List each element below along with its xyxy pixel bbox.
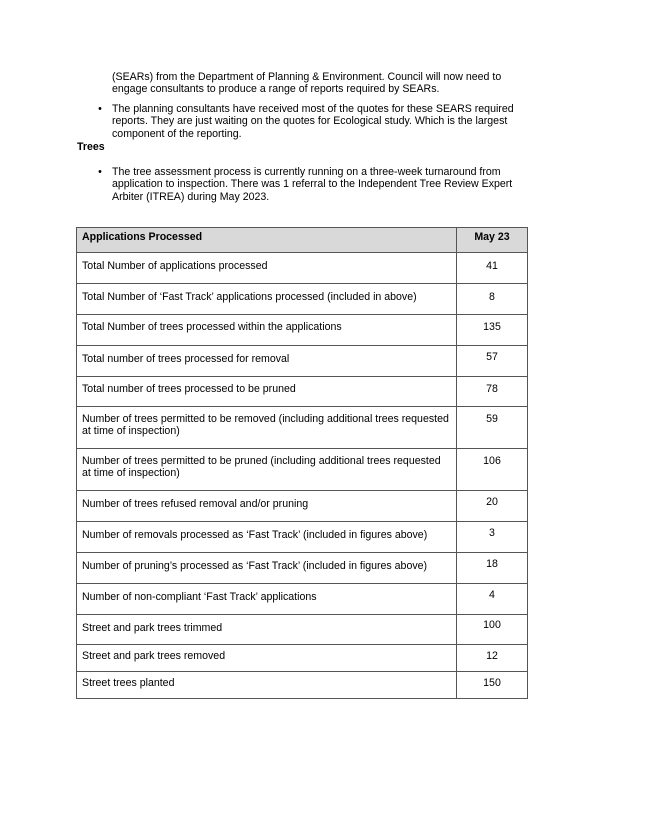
bullet-symbol: • <box>98 103 102 115</box>
row-label: Number of non-compliant ‘Fast Track’ applications <box>77 584 457 615</box>
row-label: Street and park trees removed <box>77 645 457 672</box>
table-row <box>77 315 528 346</box>
trees-heading: Trees <box>77 141 105 153</box>
row-label: Total number of trees processed for removal <box>77 346 457 377</box>
table-header-row <box>77 228 528 253</box>
table-row <box>77 672 528 699</box>
row-label: Street and park trees trimmed <box>77 615 457 645</box>
header-may-23: May 23 <box>457 228 528 253</box>
table-row <box>77 645 528 672</box>
row-value: 18 <box>457 553 528 584</box>
row-value: 12 <box>457 645 528 672</box>
table-row <box>77 584 528 615</box>
row-label: Number of removals processed as ‘Fast Track’ (included in figures above) <box>77 522 457 553</box>
row-label: Number of trees permitted to be removed (including additional trees requested at time of inspection) <box>77 407 457 449</box>
row-label: Total number of trees processed to be pruned <box>77 377 457 407</box>
applications-processed-table <box>76 227 528 699</box>
table-row <box>77 284 528 315</box>
table-row <box>77 407 528 449</box>
row-value: 41 <box>457 253 528 284</box>
header-applications-processed: Applications Processed <box>77 228 457 253</box>
row-value: 4 <box>457 584 528 615</box>
table-row <box>77 491 528 522</box>
row-label: Total Number of ‘Fast Track’ applications processed (included in above) <box>77 284 457 315</box>
table-row <box>77 522 528 553</box>
row-value: 8 <box>457 284 528 315</box>
tree-assessment-bullet <box>98 166 532 203</box>
bullet-text: The tree assessment process is currently running on a three-week turnaround from application to inspection. There was 1 referral to the Independent Tree Review Expert Arbiter (ITREA) during May 2023. <box>112 166 513 203</box>
row-label: Street trees planted <box>77 672 457 699</box>
row-value: 59 <box>457 407 528 449</box>
bullet-text: The planning consultants have received most of the quotes for these SEARS required reports. They are just waiting on the quotes for Ecological study. Which is the largest component of the reporting. <box>112 103 514 140</box>
row-label: Number of pruning’s processed as ‘Fast Track’ (included in figures above) <box>77 553 457 584</box>
table-row <box>77 615 528 645</box>
row-value: 3 <box>457 522 528 553</box>
row-label: Total Number of trees processed within the applications <box>77 315 457 346</box>
intro-continuation-paragraph: (SEARs) from the Department of Planning & Environment. Council will now need to engage consultants to produce a range of reports required by SEARs. <box>112 71 502 96</box>
row-value: 57 <box>457 346 528 377</box>
planning-consultants-bullet <box>98 103 532 140</box>
row-label: Number of trees refused removal and/or pruning <box>77 491 457 522</box>
row-value: 78 <box>457 377 528 407</box>
table-row <box>77 449 528 491</box>
row-label: Number of trees permitted to be pruned (including additional trees requested at time of inspection) <box>77 449 457 491</box>
row-value: 135 <box>457 315 528 346</box>
table-row <box>77 553 528 584</box>
table-row <box>77 377 528 407</box>
row-value: 20 <box>457 491 528 522</box>
row-value: 150 <box>457 672 528 699</box>
table-row <box>77 346 528 377</box>
row-label: Total Number of applications processed <box>77 253 457 284</box>
table-row <box>77 253 528 284</box>
row-value: 106 <box>457 449 528 491</box>
row-value: 100 <box>457 615 528 645</box>
bullet-symbol: • <box>98 166 102 178</box>
